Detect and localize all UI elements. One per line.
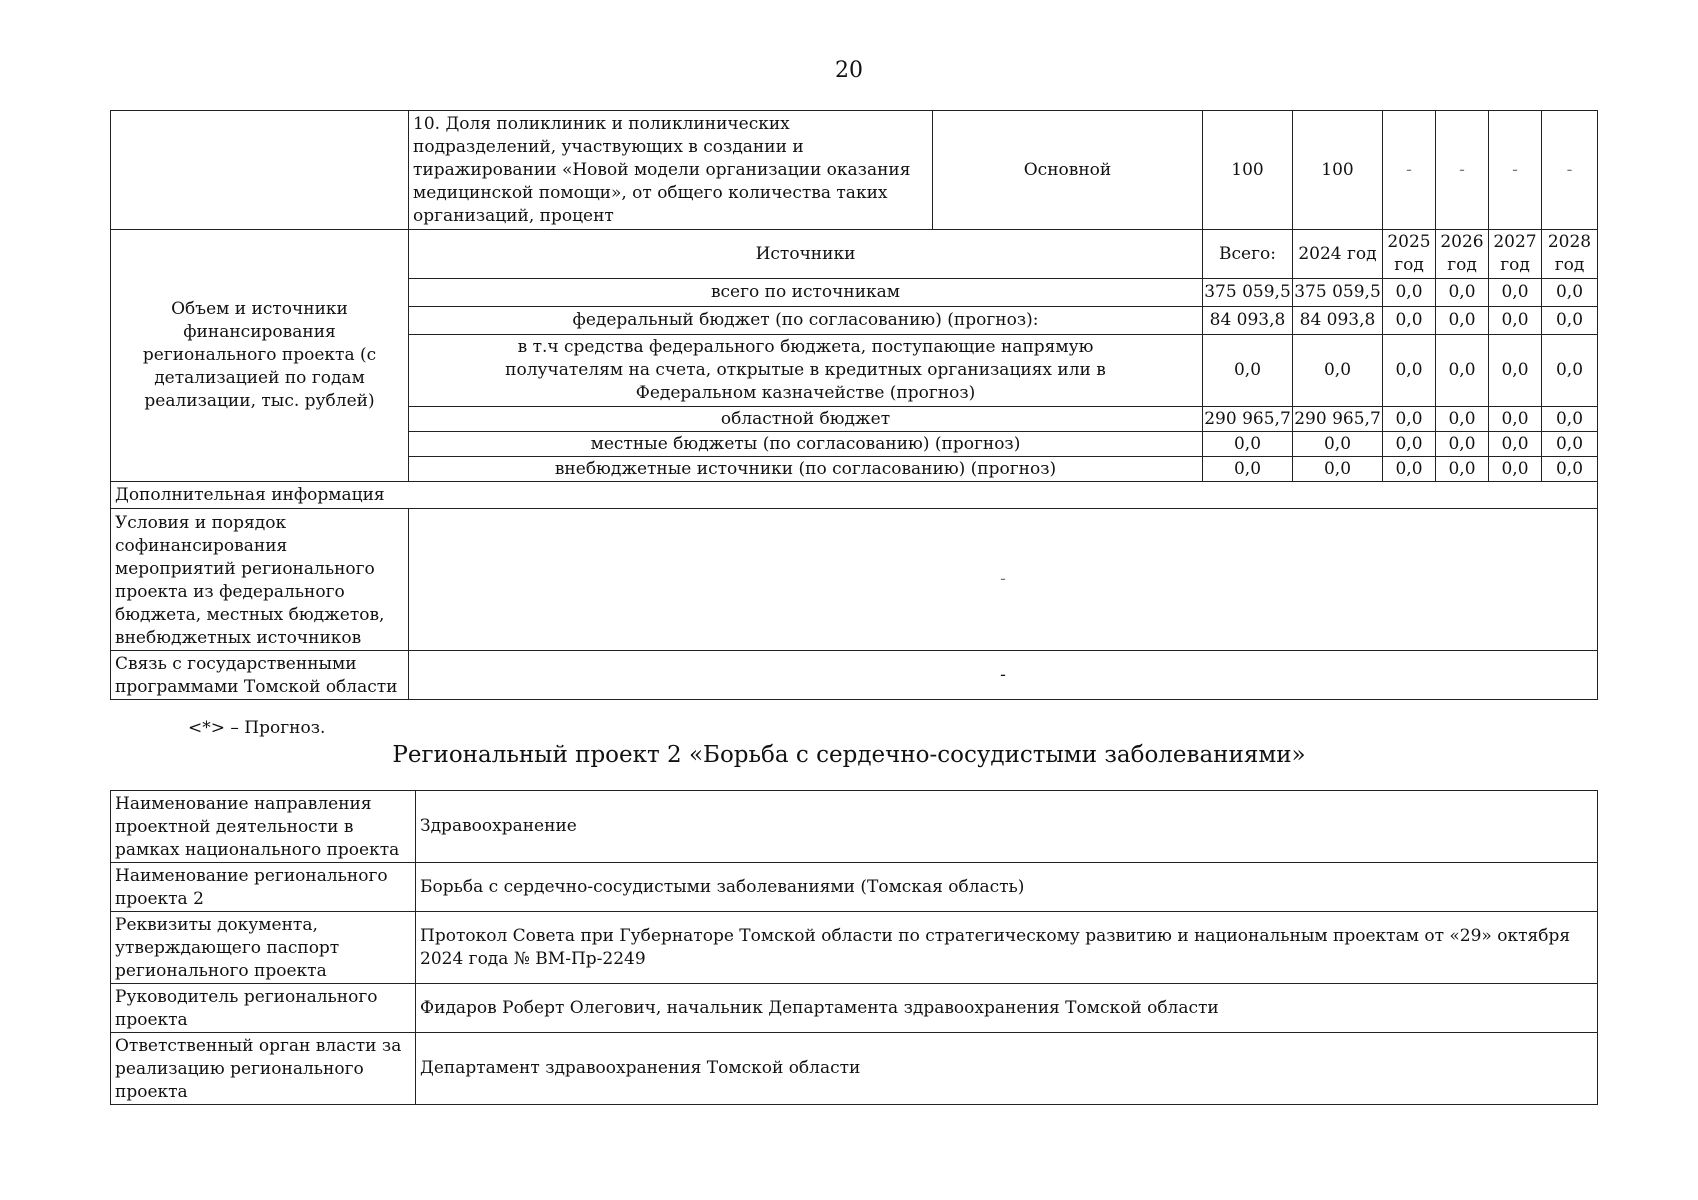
source-name: внебюджетные источники (по согласованию) (прогноз) [409, 457, 1203, 482]
indicator-base: 100 [1203, 111, 1293, 230]
financing-header-row [111, 230, 1598, 279]
project2-label: Ответственный орган власти за реализацию регионального проекта [111, 1033, 416, 1105]
source-2027: 0,0 [1489, 307, 1542, 335]
source-total: 84 093,8 [1203, 307, 1293, 335]
project2-label: Наименование регионального проекта 2 [111, 863, 416, 912]
project2-value: Здравоохранение [416, 791, 1598, 863]
header-2024: 2024 год [1293, 230, 1383, 279]
project2-row [111, 1033, 1598, 1105]
source-total: 0,0 [1203, 335, 1293, 407]
source-2027: 0,0 [1489, 432, 1542, 457]
indicator-2024: 100 [1293, 111, 1383, 230]
source-2024: 290 965,7 [1293, 407, 1383, 432]
footnote: <*> – Прогноз. [188, 718, 326, 738]
source-2028: 0,0 [1542, 432, 1598, 457]
header-2027: 2027 год [1489, 230, 1542, 279]
source-2026: 0,0 [1436, 335, 1489, 407]
source-2028: 0,0 [1542, 407, 1598, 432]
indicator-type: Основной [933, 111, 1203, 230]
source-2024: 0,0 [1293, 457, 1383, 482]
project2-row [111, 863, 1598, 912]
source-2026: 0,0 [1436, 432, 1489, 457]
project2-row [111, 984, 1598, 1033]
source-2024: 0,0 [1293, 432, 1383, 457]
page-number: 20 [835, 58, 863, 83]
header-2025: 2025 год [1383, 230, 1436, 279]
source-2025: 0,0 [1383, 457, 1436, 482]
project2-label: Руководитель регионального проекта [111, 984, 416, 1033]
source-2025: 0,0 [1383, 335, 1436, 407]
programs-link-row [111, 651, 1598, 700]
header-sources: Источники [409, 230, 1203, 279]
header-total: Всего: [1203, 230, 1293, 279]
source-2025: 0,0 [1383, 279, 1436, 307]
source-total: 0,0 [1203, 432, 1293, 457]
project2-value: Борьба с сердечно-сосудистыми заболеваниями (Томская область) [416, 863, 1598, 912]
section-title: Региональный проект 2 «Борьба с сердечно-сосудистыми заболеваниями» [392, 742, 1306, 768]
source-2024: 84 093,8 [1293, 307, 1383, 335]
indicator-2028: - [1542, 111, 1598, 230]
source-total: 0,0 [1203, 457, 1293, 482]
source-total: 290 965,7 [1203, 407, 1293, 432]
source-2027: 0,0 [1489, 407, 1542, 432]
source-name: всего по источникам [409, 279, 1203, 307]
project2-value: Фидаров Роберт Олегович, начальник Департамента здравоохранения Томской области [416, 984, 1598, 1033]
source-2028: 0,0 [1542, 457, 1598, 482]
source-2028: 0,0 [1542, 279, 1598, 307]
project2-value: Протокол Совета при Губернаторе Томской области по стратегическому развитию и национальным проектам от «29» октября 2024 года № ВМ-Пр-2249 [416, 912, 1598, 984]
programs-link-label: Связь с государственными программами Томской области [111, 651, 409, 700]
source-2025: 0,0 [1383, 432, 1436, 457]
source-2026: 0,0 [1436, 407, 1489, 432]
indicator-2025: - [1383, 111, 1436, 230]
project2-table [110, 790, 1598, 1105]
cofinancing-row [111, 509, 1598, 651]
source-name: в т.ч средства федерального бюджета, поступающие напрямую получателям на счета, открытые в кредитных организациях или в Федеральном казначействе (прогноз) [409, 335, 1203, 407]
indicator-row [111, 111, 1598, 230]
additional-info: Дополнительная информация [111, 482, 1598, 509]
indicator-name: 10. Доля поликлиник и поликлинических подразделений, участвующих в создании и тиражировании «Новой модели организации оказания медицинской помощи», от общего количества таких организаций, процент [409, 111, 933, 230]
source-total: 375 059,5 [1203, 279, 1293, 307]
project2-row [111, 912, 1598, 984]
source-name: местные бюджеты (по согласованию) (прогноз) [409, 432, 1203, 457]
source-2026: 0,0 [1436, 457, 1489, 482]
project2-row [111, 791, 1598, 863]
source-name: областной бюджет [409, 407, 1203, 432]
project2-label: Наименование направления проектной деятельности в рамках национального проекта [111, 791, 416, 863]
header-2026: 2026 год [1436, 230, 1489, 279]
source-name: федеральный бюджет (по согласованию) (прогноз): [409, 307, 1203, 335]
cofinancing-value: - [409, 509, 1598, 651]
cofinancing-label: Условия и порядок софинансирования мероприятий регионального проекта из федерального бюджета, местных бюджетов, внебюджетных источников [111, 509, 409, 651]
source-2026: 0,0 [1436, 307, 1489, 335]
additional-info-row [111, 482, 1598, 509]
project2-label: Реквизиты документа, утверждающего паспорт регионального проекта [111, 912, 416, 984]
header-2028: 2028 год [1542, 230, 1598, 279]
source-2027: 0,0 [1489, 457, 1542, 482]
indicator-2027: - [1489, 111, 1542, 230]
project2-value: Департамент здравоохранения Томской области [416, 1033, 1598, 1105]
passport-table [110, 110, 1598, 700]
indicator-2026: - [1436, 111, 1489, 230]
source-2027: 0,0 [1489, 279, 1542, 307]
financing-label: Объем и источники финансирования регионального проекта (с детализацией по годам реализации, тыс. рублей) [111, 230, 409, 482]
source-2025: 0,0 [1383, 407, 1436, 432]
empty-cell [111, 111, 409, 230]
source-2026: 0,0 [1436, 279, 1489, 307]
source-2027: 0,0 [1489, 335, 1542, 407]
source-2025: 0,0 [1383, 307, 1436, 335]
source-2028: 0,0 [1542, 307, 1598, 335]
source-2024: 375 059,5 [1293, 279, 1383, 307]
source-2024: 0,0 [1293, 335, 1383, 407]
source-2028: 0,0 [1542, 335, 1598, 407]
programs-link-value: - [409, 651, 1598, 700]
